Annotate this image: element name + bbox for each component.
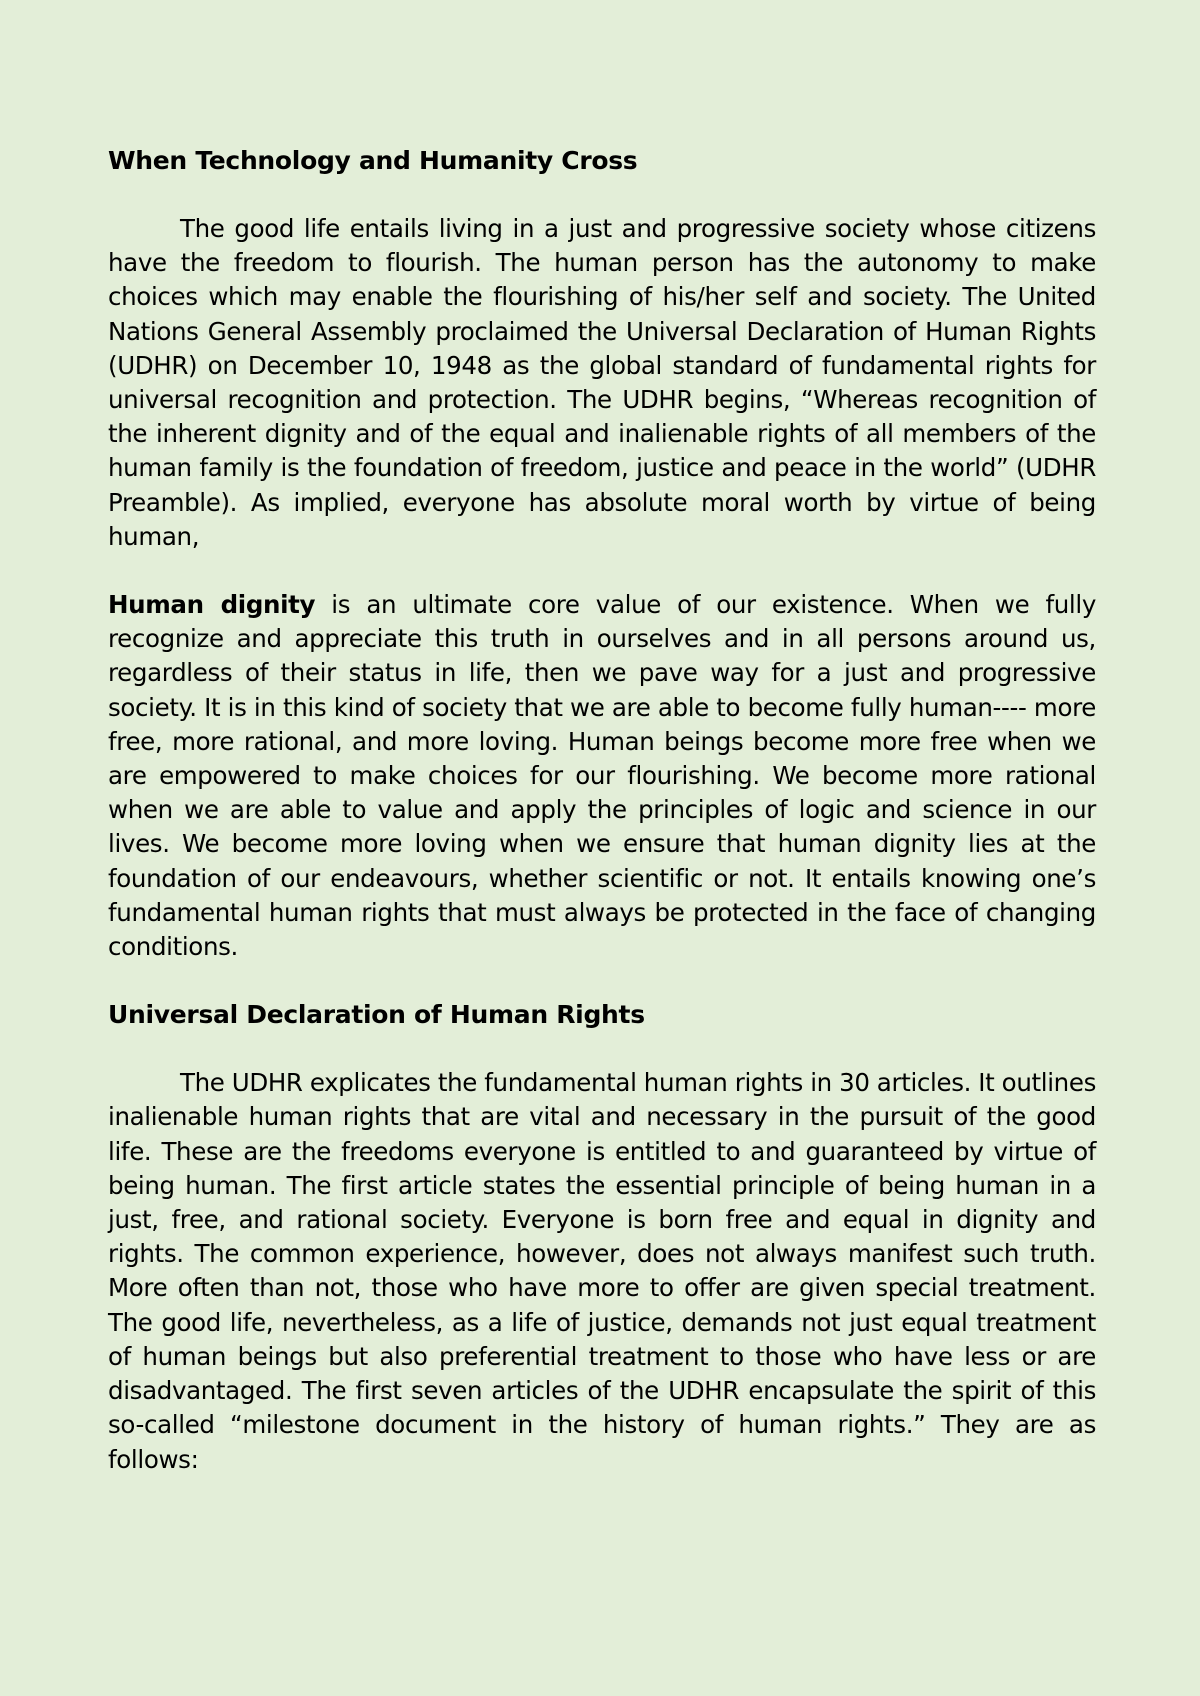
- section-title-technology-humanity: When Technology and Humanity Cross: [108, 146, 638, 175]
- spacer: [108, 178, 1096, 212]
- paragraph-human-dignity: [108, 588, 1096, 964]
- paragraph-udhr-articles: The UDHR explicates the fundamental human rights in 30 articles. It outlines inalienable human rights that are vital and necessary in the pursuit of the good life. These are the freedoms everyone is entitled to and guaranteed by virtue of being human. The first article states the essential principle of being human in a just, free, and rational society. Everyone is born free and equal in dignity and rights. The common experience, however, does not always manifest such truth. More often than not, those who have more to offer are given special treatment. The good life, nevertheless, as a life of justice, demands not just equal treatment of human beings but also preferential treatment to those who have less or are disadvantaged. The first seven articles of the UDHR encapsulate the spirit of this so-called “milestone document in the history of human rights.” They are as follows:: [108, 1068, 1096, 1474]
- spacer: [108, 1032, 1096, 1066]
- spacer: [108, 554, 1096, 588]
- paragraph-human-dignity-text: is an ultimate core value of our existence. When we fully recognize and appreciate this truth in ourselves and in all persons around us, regardless of their status in life, then we pave way for a just and progressive society. It is in this kind of society that we are able to become fully human---- more free, more rational, and more loving. Human beings become more free when we are empowered to make choices for our flourishing. We become more rational when we are able to value and apply the principles of logic and science in our lives. We become more loving when we ensure that human dignity lies at the foundation of our endeavours, whether scientific or not. It entails knowing one’s fundamental human rights that must always be protected in the face of changing conditions.: [108, 590, 1096, 962]
- term-human-dignity: Human dignity: [108, 590, 316, 620]
- spacer: [108, 964, 1096, 998]
- section-title-udhr: Universal Declaration of Human Rights: [108, 1000, 645, 1030]
- paragraph-good-life: The good life entails living in a just and progressive society whose citizens have the freedom to flourish. The human person has the autonomy to make choices which may enable the flourishing of his/her self and society. The United Nations General Assembly proclaimed the Universal Declaration of Human Rights (UDHR) on December 10, 1948 as the global standard of fundamental rights for universal recognition and protection. The UDHR begins, “Whereas recognition of the inherent dignity and of the equal and inalienable rights of all members of the human family is the foundation of freedom, justice and peace in the world” (UDHR Preamble). As implied, everyone has absolute moral worth by virtue of being human,: [108, 214, 1096, 551]
